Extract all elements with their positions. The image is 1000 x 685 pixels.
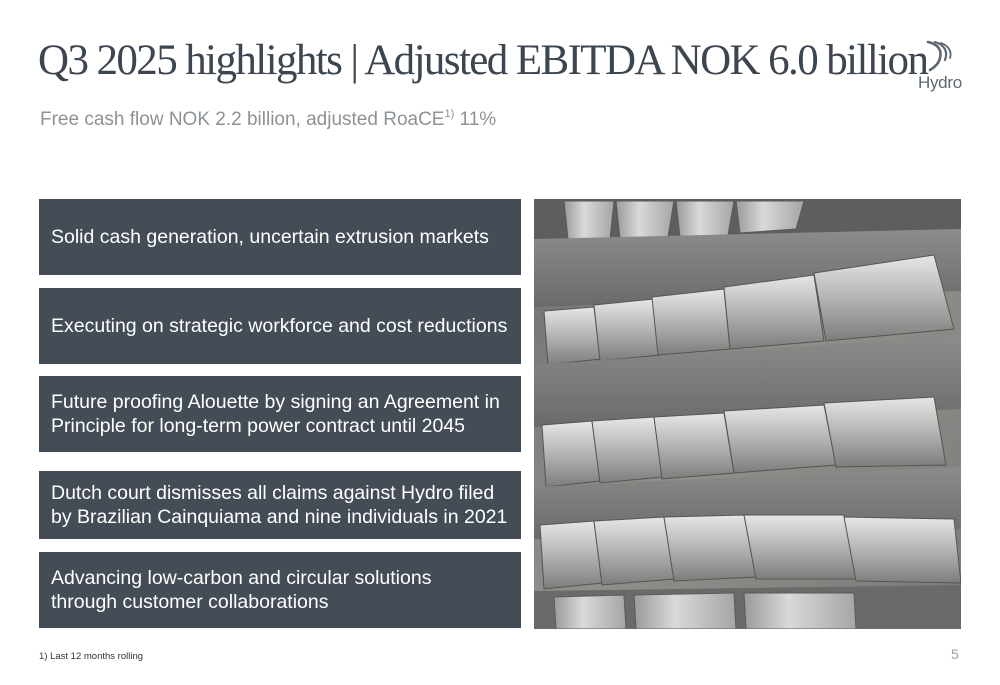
highlight-text: Dutch court dismisses all claims against Hydro filed by Brazilian Cainquiama and nine individuals in 2021 xyxy=(51,482,508,528)
highlight-box xyxy=(39,471,521,539)
hydro-mark-icon xyxy=(924,40,954,72)
hydro-logo xyxy=(908,40,968,96)
footnote: 1) Last 12 months rolling xyxy=(39,651,144,662)
page-title: Q3 2025 highlights | Adjusted EBITDA NOK 6.0 billion xyxy=(38,37,928,84)
highlight-text: Executing on strategic workforce and cost reductions xyxy=(51,315,508,337)
highlight-text: Future proofing Alouette by signing an Agreement in Principle for long-term power contract until 2045 xyxy=(51,391,500,437)
page-number: 5 xyxy=(951,646,959,662)
highlight-text: Solid cash generation, uncertain extrusion markets xyxy=(51,226,489,248)
aluminium-ingots-photo xyxy=(534,199,961,629)
logo-text: Hydro xyxy=(918,73,962,92)
highlight-box xyxy=(39,552,521,628)
page-subtitle xyxy=(40,108,496,131)
subtitle-value: 11% xyxy=(454,109,497,130)
highlight-box xyxy=(39,199,521,275)
highlight-box xyxy=(39,288,521,364)
highlight-text: Advancing low-carbon and circular solutions through customer collaborations xyxy=(51,567,432,613)
highlight-box xyxy=(39,376,521,452)
footnote-marker: 1) xyxy=(444,108,455,120)
subtitle-text: Free cash flow NOK 2.2 billion, adjusted RoaCE xyxy=(40,109,445,130)
